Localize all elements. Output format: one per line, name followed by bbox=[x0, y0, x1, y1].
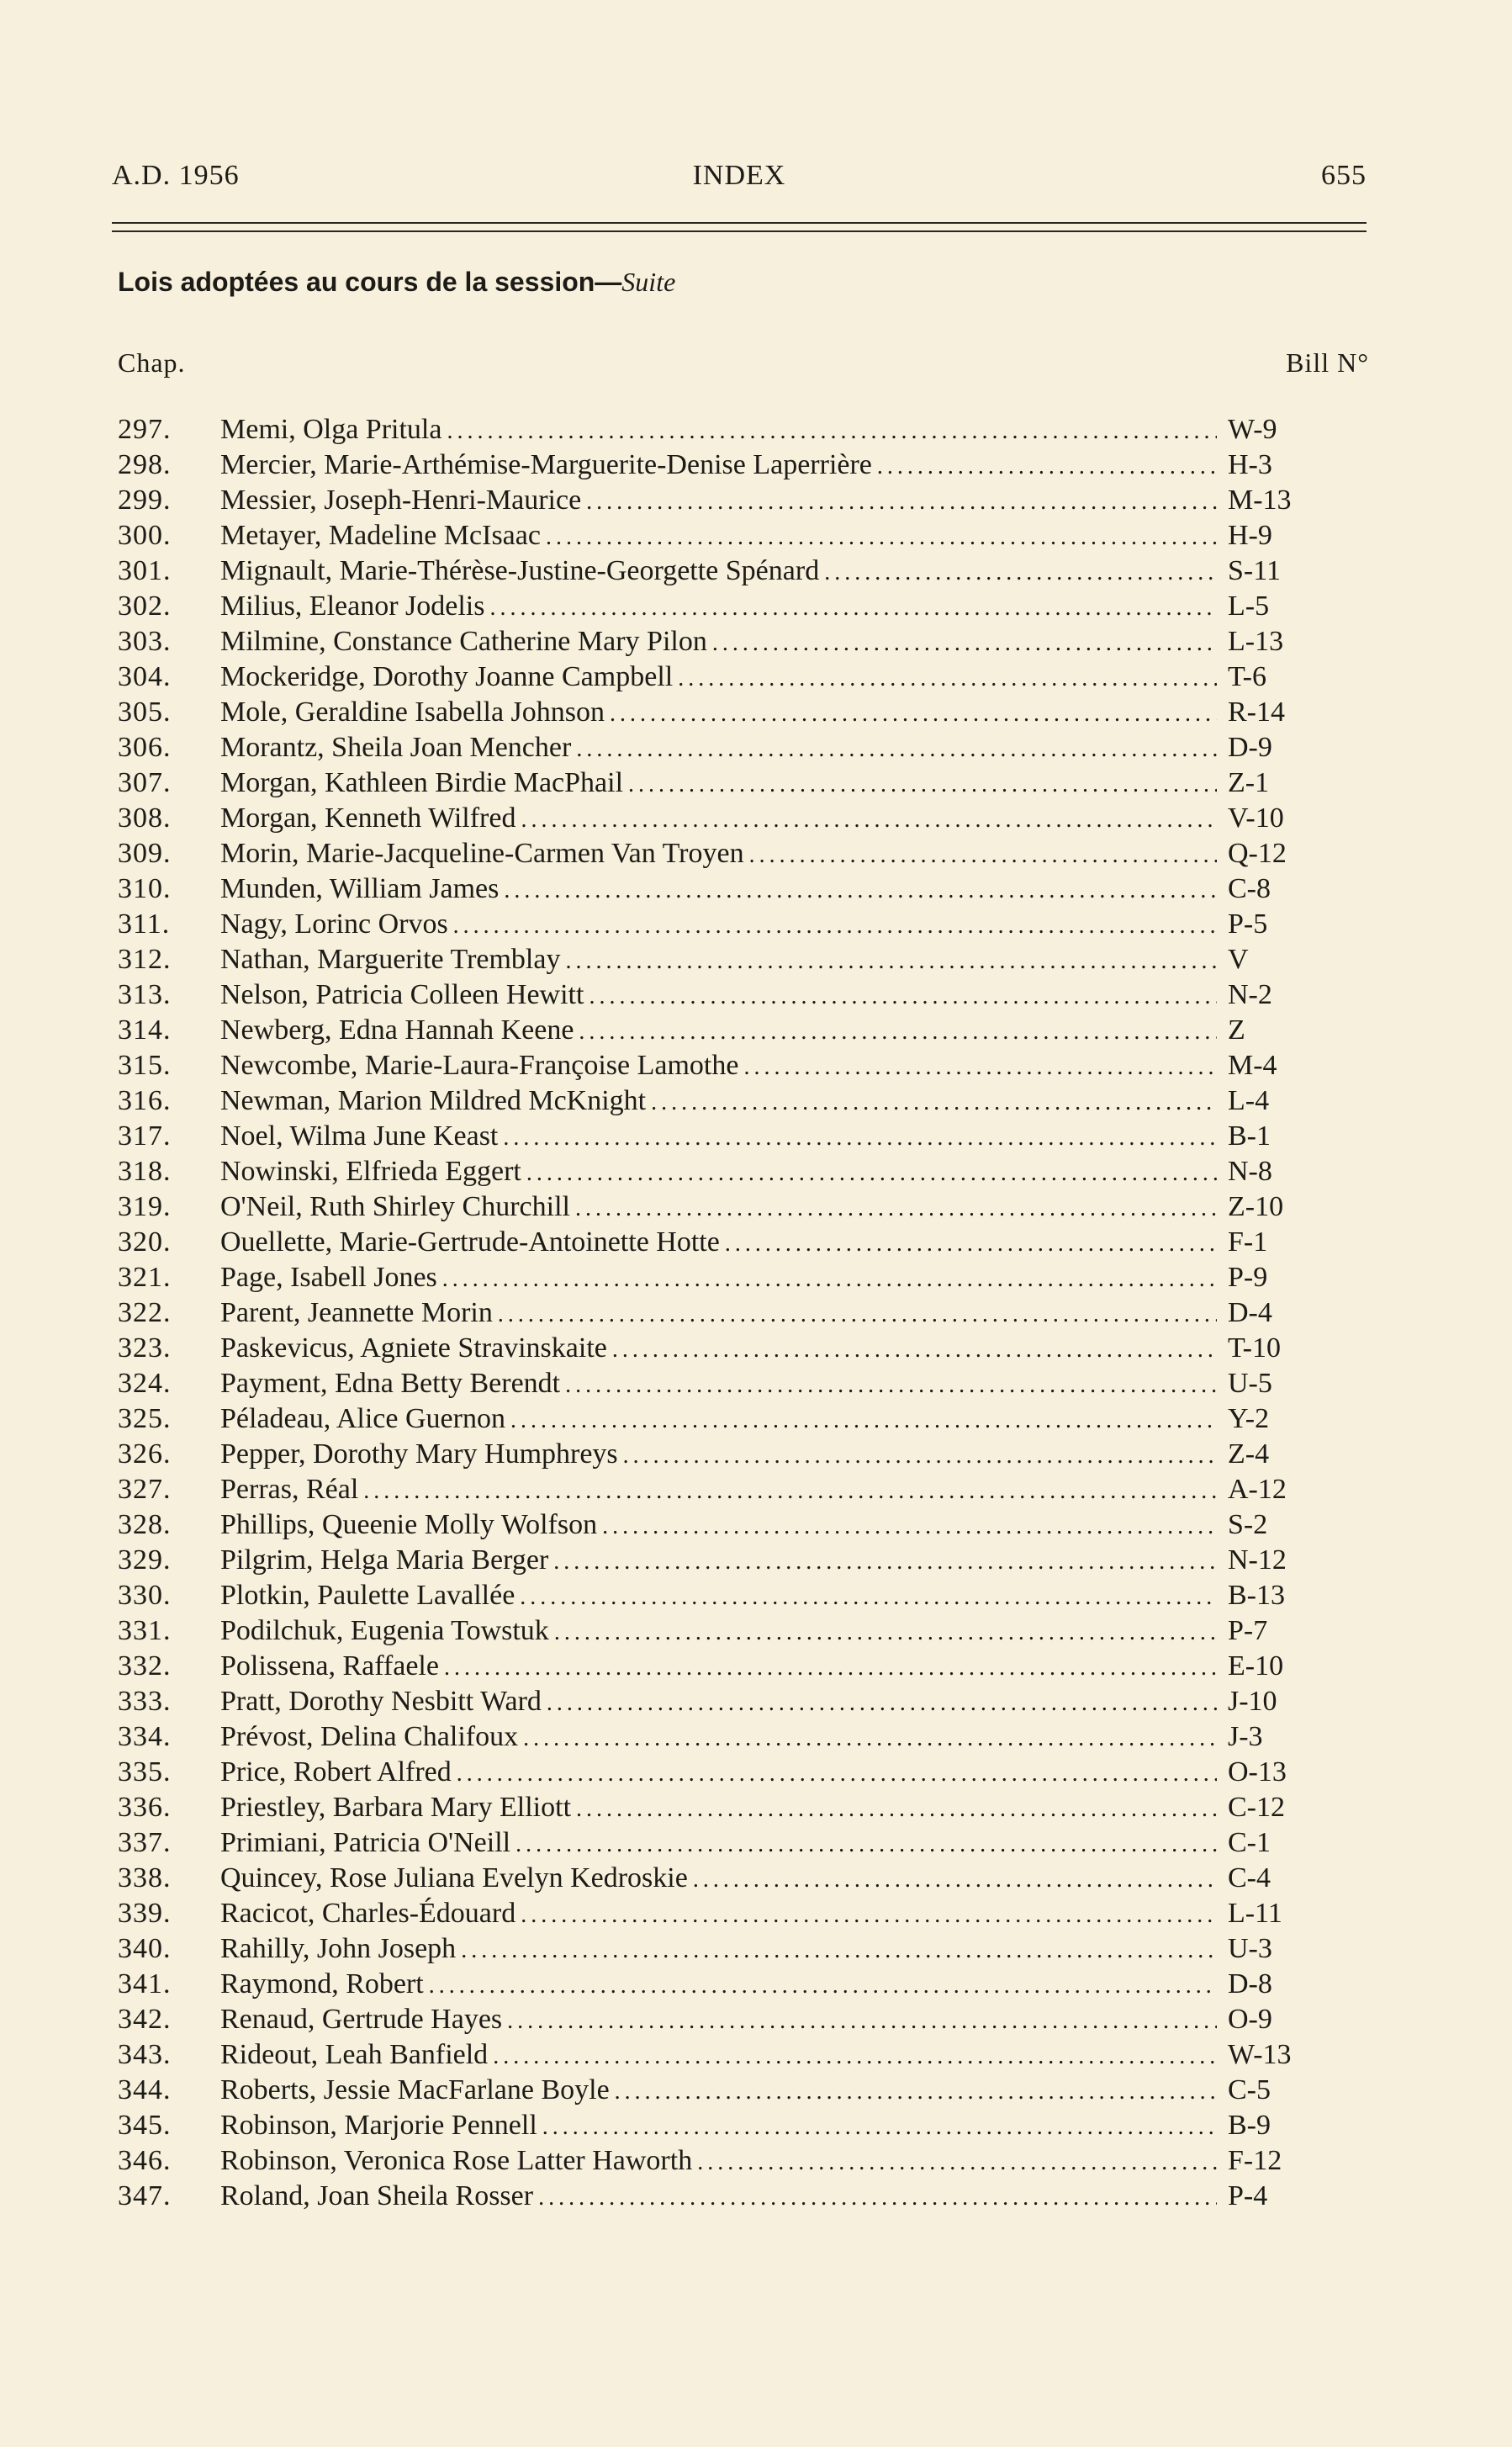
entry-name: Robinson, Veronica Rose Latter Haworth bbox=[220, 2145, 693, 2176]
index-entry bbox=[118, 659, 1329, 695]
chapter-number: 323. bbox=[118, 1332, 172, 1364]
index-entry bbox=[118, 1755, 1329, 1790]
column-header-bill: Bill N° bbox=[1286, 347, 1369, 378]
chapter-number: 299. bbox=[118, 485, 172, 516]
entry-name-leader bbox=[220, 1401, 1217, 1438]
entry-name: Mignault, Marie-Thérèse-Justine-Georgette Spénard bbox=[220, 555, 820, 586]
bill-number: O-13 bbox=[1228, 1756, 1287, 1788]
chapter-number: 310. bbox=[118, 873, 172, 904]
header-title: INDEX bbox=[692, 160, 786, 191]
entry-name-leader bbox=[220, 1967, 1217, 2004]
bill-number: Z-1 bbox=[1228, 767, 1270, 798]
bill-number: D-8 bbox=[1228, 1968, 1272, 1999]
entry-name-leader bbox=[220, 1825, 1217, 1862]
chapter-number: 339. bbox=[118, 1898, 172, 1929]
bill-number: Z-10 bbox=[1228, 1191, 1284, 1222]
index-entry bbox=[118, 624, 1329, 659]
entry-name-leader bbox=[220, 1048, 1217, 1085]
entry-name-leader bbox=[220, 412, 1217, 449]
entry-name-leader bbox=[220, 2108, 1217, 2145]
entry-name-leader bbox=[220, 659, 1217, 696]
index-entry bbox=[118, 1401, 1329, 1437]
bill-number: N-12 bbox=[1228, 1544, 1287, 1576]
chapter-number: 304. bbox=[118, 661, 172, 692]
entry-name-leader bbox=[220, 1507, 1217, 1544]
chapter-number: 328. bbox=[118, 1509, 172, 1540]
index-entry bbox=[118, 1225, 1329, 1260]
chapter-number: 346. bbox=[118, 2145, 172, 2176]
header-rule-top bbox=[112, 222, 1367, 224]
index-entry bbox=[118, 942, 1329, 977]
bill-number: T-10 bbox=[1228, 1332, 1281, 1364]
index-entry bbox=[118, 977, 1329, 1013]
chapter-number: 306. bbox=[118, 732, 172, 763]
entry-name: Plotkin, Paulette Lavallée bbox=[220, 1580, 515, 1611]
entry-name: Rahilly, John Joseph bbox=[220, 1933, 457, 1964]
bill-number: Z-4 bbox=[1228, 1438, 1270, 1470]
entry-name: Price, Robert Alfred bbox=[220, 1756, 452, 1788]
bill-number: P-9 bbox=[1228, 1262, 1268, 1293]
entry-name: Morantz, Sheila Joan Mencher bbox=[220, 732, 572, 763]
entry-name: Parent, Jeannette Morin bbox=[220, 1297, 493, 1328]
chapter-number: 312. bbox=[118, 944, 172, 975]
entry-name-leader bbox=[220, 1896, 1217, 1933]
entry-name: Nagy, Lorinc Orvos bbox=[220, 908, 448, 940]
entry-name-leader bbox=[220, 1225, 1217, 1262]
entry-name: Phillips, Queenie Molly Wolfson bbox=[220, 1509, 598, 1540]
index-entry bbox=[118, 1861, 1329, 1896]
index-entry bbox=[118, 2037, 1329, 2073]
bill-number: D-9 bbox=[1228, 732, 1272, 763]
index-entry bbox=[118, 1684, 1329, 1719]
entry-name-leader bbox=[220, 1083, 1217, 1120]
bill-number: M-13 bbox=[1228, 485, 1292, 516]
index-entry bbox=[118, 448, 1329, 483]
chapter-number: 320. bbox=[118, 1226, 172, 1258]
chapter-number: 318. bbox=[118, 1156, 172, 1187]
entry-name: Metayer, Madeline McIsaac bbox=[220, 520, 541, 551]
entry-name-leader bbox=[220, 1578, 1217, 1615]
index-entry bbox=[118, 765, 1329, 801]
bill-number: V bbox=[1228, 944, 1249, 975]
entry-name: Nathan, Marguerite Tremblay bbox=[220, 944, 561, 975]
chapter-number: 316. bbox=[118, 1085, 172, 1116]
bill-number: C-5 bbox=[1228, 2074, 1271, 2105]
index-entry bbox=[118, 1154, 1329, 1189]
entry-name: Page, Isabell Jones bbox=[220, 1262, 437, 1293]
index-entry bbox=[118, 1295, 1329, 1331]
entry-name: Payment, Edna Betty Berendt bbox=[220, 1368, 561, 1399]
index-entry bbox=[118, 1013, 1329, 1048]
entry-name-leader bbox=[220, 2143, 1217, 2180]
bill-number: B-1 bbox=[1228, 1120, 1271, 1152]
index-entries bbox=[118, 412, 1329, 2214]
entry-name-leader bbox=[220, 1154, 1217, 1191]
entry-name: Raymond, Robert bbox=[220, 1968, 424, 1999]
chapter-number: 315. bbox=[118, 1050, 172, 1081]
entry-name: O'Neil, Ruth Shirley Churchill bbox=[220, 1191, 570, 1222]
entry-name: Quincey, Rose Juliana Evelyn Kedroskie bbox=[220, 1862, 688, 1894]
index-entry bbox=[118, 1825, 1329, 1861]
entry-name-leader bbox=[220, 1931, 1217, 1968]
index-entry bbox=[118, 730, 1329, 765]
bill-number: L-5 bbox=[1228, 591, 1270, 622]
entry-name-leader bbox=[220, 836, 1217, 873]
entry-name-leader bbox=[220, 624, 1217, 661]
entry-name: Roland, Joan Sheila Rosser bbox=[220, 2180, 534, 2211]
chapter-number: 325. bbox=[118, 1403, 172, 1434]
entry-name-leader bbox=[220, 1719, 1217, 1756]
index-entry bbox=[118, 1083, 1329, 1119]
chapter-number: 347. bbox=[118, 2180, 172, 2211]
index-entry bbox=[118, 1119, 1329, 1154]
bill-number: H-9 bbox=[1228, 520, 1272, 551]
header-rule-bottom bbox=[112, 230, 1367, 232]
index-entry bbox=[118, 1189, 1329, 1225]
header-year: A.D. 1956 bbox=[112, 160, 240, 191]
chapter-number: 297. bbox=[118, 414, 172, 445]
entry-name-leader bbox=[220, 1649, 1217, 1686]
chapter-number: 345. bbox=[118, 2110, 172, 2141]
bill-number: P-7 bbox=[1228, 1615, 1268, 1646]
entry-name-leader bbox=[220, 765, 1217, 802]
bill-number: M-4 bbox=[1228, 1050, 1277, 1081]
bill-number: S-11 bbox=[1228, 555, 1281, 586]
entry-name-leader bbox=[220, 2179, 1217, 2216]
bill-number: B-9 bbox=[1228, 2110, 1271, 2141]
chapter-number: 331. bbox=[118, 1615, 172, 1646]
entry-name-leader bbox=[220, 1366, 1217, 1403]
index-entry bbox=[118, 2143, 1329, 2179]
entry-name: Mole, Geraldine Isabella Johnson bbox=[220, 696, 605, 728]
index-entry bbox=[118, 1260, 1329, 1295]
entry-name-leader bbox=[220, 1684, 1217, 1721]
index-entry bbox=[118, 836, 1329, 871]
bill-number: S-2 bbox=[1228, 1509, 1268, 1540]
entry-name-leader bbox=[220, 518, 1217, 555]
index-entry bbox=[118, 1543, 1329, 1578]
entry-name: Perras, Réal bbox=[220, 1474, 359, 1505]
bill-number: C-4 bbox=[1228, 1862, 1271, 1894]
entry-name-leader bbox=[220, 1013, 1217, 1050]
chapter-number: 311. bbox=[118, 908, 171, 940]
bill-number: C-12 bbox=[1228, 1792, 1285, 1823]
chapter-number: 314. bbox=[118, 1014, 172, 1046]
index-entry bbox=[118, 1331, 1329, 1366]
chapter-number: 319. bbox=[118, 1191, 172, 1222]
entry-name: Morgan, Kathleen Birdie MacPhail bbox=[220, 767, 624, 798]
entry-name: Priestley, Barbara Mary Elliott bbox=[220, 1792, 572, 1823]
entry-name: Newman, Marion Mildred McKnight bbox=[220, 1085, 647, 1116]
index-entry bbox=[118, 907, 1329, 942]
entry-name: Pilgrim, Helga Maria Berger bbox=[220, 1544, 549, 1576]
index-entry bbox=[118, 1578, 1329, 1613]
index-entry bbox=[118, 2073, 1329, 2108]
entry-name-leader bbox=[220, 801, 1217, 838]
chapter-number: 342. bbox=[118, 2004, 172, 2035]
index-entry bbox=[118, 1790, 1329, 1825]
chapter-number: 333. bbox=[118, 1686, 172, 1717]
entry-name: Ouellette, Marie-Gertrude-Antoinette Hotte bbox=[220, 1226, 720, 1258]
entry-name: Nowinski, Elfrieda Eggert bbox=[220, 1156, 521, 1187]
index-entry bbox=[118, 589, 1329, 624]
bill-number: W-13 bbox=[1228, 2039, 1292, 2070]
bill-number: A-12 bbox=[1228, 1474, 1287, 1505]
entry-name: Podilchuk, Eugenia Towstuk bbox=[220, 1615, 549, 1646]
chapter-number: 321. bbox=[118, 1262, 172, 1293]
chapter-number: 329. bbox=[118, 1544, 172, 1576]
entry-name: Renaud, Gertrude Hayes bbox=[220, 2004, 503, 2035]
bill-number: H-3 bbox=[1228, 449, 1272, 480]
entry-name: Pepper, Dorothy Mary Humphreys bbox=[220, 1438, 618, 1470]
entry-name-leader bbox=[220, 2037, 1217, 2074]
section-title-suffix: Suite bbox=[621, 267, 676, 297]
section-title-text: Lois adoptées au cours de la session— bbox=[118, 267, 622, 297]
index-entry bbox=[118, 1649, 1329, 1684]
entry-name-leader bbox=[220, 448, 1217, 485]
entry-name-leader bbox=[220, 1613, 1217, 1650]
index-entry bbox=[118, 1931, 1329, 1967]
chapter-number: 298. bbox=[118, 449, 172, 480]
entry-name: Messier, Joseph-Henri-Maurice bbox=[220, 485, 582, 516]
entry-name: Roberts, Jessie MacFarlane Boyle bbox=[220, 2074, 610, 2105]
entry-name-leader bbox=[220, 1295, 1217, 1332]
chapter-number: 336. bbox=[118, 1792, 172, 1823]
entry-name-leader bbox=[220, 589, 1217, 626]
chapter-number: 330. bbox=[118, 1580, 172, 1611]
index-entry bbox=[118, 1507, 1329, 1543]
chapter-number: 301. bbox=[118, 555, 172, 586]
bill-number: P-5 bbox=[1228, 908, 1268, 940]
bill-number: B-13 bbox=[1228, 1580, 1285, 1611]
index-entry bbox=[118, 553, 1329, 589]
entry-name: Mockeridge, Dorothy Joanne Campbell bbox=[220, 661, 674, 692]
entry-name-leader bbox=[220, 1189, 1217, 1226]
entry-name: Newberg, Edna Hannah Keene bbox=[220, 1014, 574, 1046]
chapter-number: 326. bbox=[118, 1438, 172, 1470]
index-entry bbox=[118, 1613, 1329, 1649]
index-entry bbox=[118, 1366, 1329, 1401]
entry-name: Robinson, Marjorie Pennell bbox=[220, 2110, 537, 2141]
entry-name-leader bbox=[220, 1755, 1217, 1792]
entry-name-leader bbox=[220, 2073, 1217, 2110]
index-entry bbox=[118, 1896, 1329, 1931]
bill-number: U-3 bbox=[1228, 1933, 1272, 1964]
entry-name: Morgan, Kenneth Wilfred bbox=[220, 802, 516, 834]
entry-name-leader bbox=[220, 1260, 1217, 1297]
index-entry bbox=[118, 801, 1329, 836]
entry-name-leader bbox=[220, 1119, 1217, 1156]
entry-name-leader bbox=[220, 977, 1217, 1014]
section-title bbox=[118, 267, 675, 298]
index-entry bbox=[118, 1967, 1329, 2002]
chapter-number: 340. bbox=[118, 1933, 172, 1964]
entry-name: Racicot, Charles-Édouard bbox=[220, 1898, 516, 1929]
entry-name-leader bbox=[220, 1472, 1217, 1509]
chapter-number: 334. bbox=[118, 1721, 172, 1752]
chapter-number: 317. bbox=[118, 1120, 172, 1152]
column-header-chap: Chap. bbox=[118, 347, 186, 378]
bill-number: E-10 bbox=[1228, 1650, 1284, 1682]
bill-number: C-1 bbox=[1228, 1827, 1271, 1858]
entry-name-leader bbox=[220, 942, 1217, 979]
entry-name-leader bbox=[220, 2002, 1217, 2039]
chapter-number: 309. bbox=[118, 838, 172, 869]
chapter-number: 343. bbox=[118, 2039, 172, 2070]
entry-name-leader bbox=[220, 483, 1217, 520]
index-entry bbox=[118, 2179, 1329, 2214]
entry-name-leader bbox=[220, 695, 1217, 732]
entry-name-leader bbox=[220, 1790, 1217, 1827]
entry-name-leader bbox=[220, 907, 1217, 944]
page-number: 655 bbox=[1321, 160, 1367, 191]
entry-name: Rideout, Leah Banfield bbox=[220, 2039, 489, 2070]
entry-name-leader bbox=[220, 1331, 1217, 1368]
chapter-number: 305. bbox=[118, 696, 172, 728]
entry-name: Paskevicus, Agniete Stravinskaite bbox=[220, 1332, 607, 1364]
index-entry bbox=[118, 1472, 1329, 1507]
index-entry bbox=[118, 2002, 1329, 2037]
bill-number: J-3 bbox=[1228, 1721, 1263, 1752]
bill-number: C-8 bbox=[1228, 873, 1271, 904]
entry-name: Péladeau, Alice Guernon bbox=[220, 1403, 505, 1434]
chapter-number: 332. bbox=[118, 1650, 172, 1682]
bill-number: L-11 bbox=[1228, 1898, 1282, 1929]
bill-number: W-9 bbox=[1228, 414, 1277, 445]
bill-number: V-10 bbox=[1228, 802, 1284, 834]
entry-name-leader bbox=[220, 1861, 1217, 1898]
chapter-number: 338. bbox=[118, 1862, 172, 1894]
chapter-number: 302. bbox=[118, 591, 172, 622]
chapter-number: 335. bbox=[118, 1756, 172, 1788]
chapter-number: 327. bbox=[118, 1474, 172, 1505]
bill-number: R-14 bbox=[1228, 696, 1285, 728]
bill-number: N-2 bbox=[1228, 979, 1272, 1010]
chapter-number: 337. bbox=[118, 1827, 172, 1858]
chapter-number: 308. bbox=[118, 802, 172, 834]
bill-number: Q-12 bbox=[1228, 838, 1287, 869]
chapter-number: 341. bbox=[118, 1968, 172, 1999]
entry-name: Pratt, Dorothy Nesbitt Ward bbox=[220, 1686, 542, 1717]
running-head bbox=[112, 160, 1367, 202]
entry-name: Milius, Eleanor Jodelis bbox=[220, 591, 485, 622]
bill-number: P-4 bbox=[1228, 2180, 1268, 2211]
entry-name: Newcombe, Marie-Laura-Françoise Lamothe bbox=[220, 1050, 739, 1081]
bill-number: Z bbox=[1228, 1014, 1245, 1046]
index-entry bbox=[118, 2108, 1329, 2143]
chapter-number: 307. bbox=[118, 767, 172, 798]
entry-name-leader bbox=[220, 871, 1217, 908]
entry-name-leader bbox=[220, 1437, 1217, 1474]
entry-name: Memi, Olga Pritula bbox=[220, 414, 442, 445]
entry-name: Polissena, Raffaele bbox=[220, 1650, 439, 1682]
bill-number: N-8 bbox=[1228, 1156, 1272, 1187]
chapter-number: 300. bbox=[118, 520, 172, 551]
bill-number: D-4 bbox=[1228, 1297, 1272, 1328]
index-entry bbox=[118, 1719, 1329, 1755]
bill-number: T-6 bbox=[1228, 661, 1266, 692]
entry-name: Milmine, Constance Catherine Mary Pilon bbox=[220, 626, 707, 657]
bill-number: L-4 bbox=[1228, 1085, 1270, 1116]
entry-name-leader bbox=[220, 730, 1217, 767]
chapter-number: 303. bbox=[118, 626, 172, 657]
chapter-number: 322. bbox=[118, 1297, 172, 1328]
index-entry bbox=[118, 483, 1329, 518]
bill-number: U-5 bbox=[1228, 1368, 1272, 1399]
bill-number: J-10 bbox=[1228, 1686, 1277, 1717]
index-entry bbox=[118, 1048, 1329, 1083]
index-entry bbox=[118, 871, 1329, 907]
bill-number: O-9 bbox=[1228, 2004, 1272, 2035]
entry-name-leader bbox=[220, 1543, 1217, 1580]
entry-name: Prévost, Delina Chalifoux bbox=[220, 1721, 519, 1752]
index-entry bbox=[118, 412, 1329, 448]
chapter-number: 313. bbox=[118, 979, 172, 1010]
chapter-number: 344. bbox=[118, 2074, 172, 2105]
entry-name: Noel, Wilma June Keast bbox=[220, 1120, 499, 1152]
bill-number: F-12 bbox=[1228, 2145, 1282, 2176]
chapter-number: 324. bbox=[118, 1368, 172, 1399]
index-entry bbox=[118, 1437, 1329, 1472]
index-entry bbox=[118, 518, 1329, 553]
entry-name: Morin, Marie-Jacqueline-Carmen Van Troyen bbox=[220, 838, 744, 869]
bill-number: F-1 bbox=[1228, 1226, 1268, 1258]
entry-name: Primiani, Patricia O'Neill bbox=[220, 1827, 511, 1858]
entry-name: Nelson, Patricia Colleen Hewitt bbox=[220, 979, 584, 1010]
index-entry bbox=[118, 695, 1329, 730]
bill-number: Y-2 bbox=[1228, 1403, 1270, 1434]
bill-number: L-13 bbox=[1228, 626, 1284, 657]
entry-name: Mercier, Marie-Arthémise-Marguerite-Denise Laperrière bbox=[220, 449, 872, 480]
entry-name-leader bbox=[220, 553, 1217, 591]
entry-name: Munden, William James bbox=[220, 873, 500, 904]
